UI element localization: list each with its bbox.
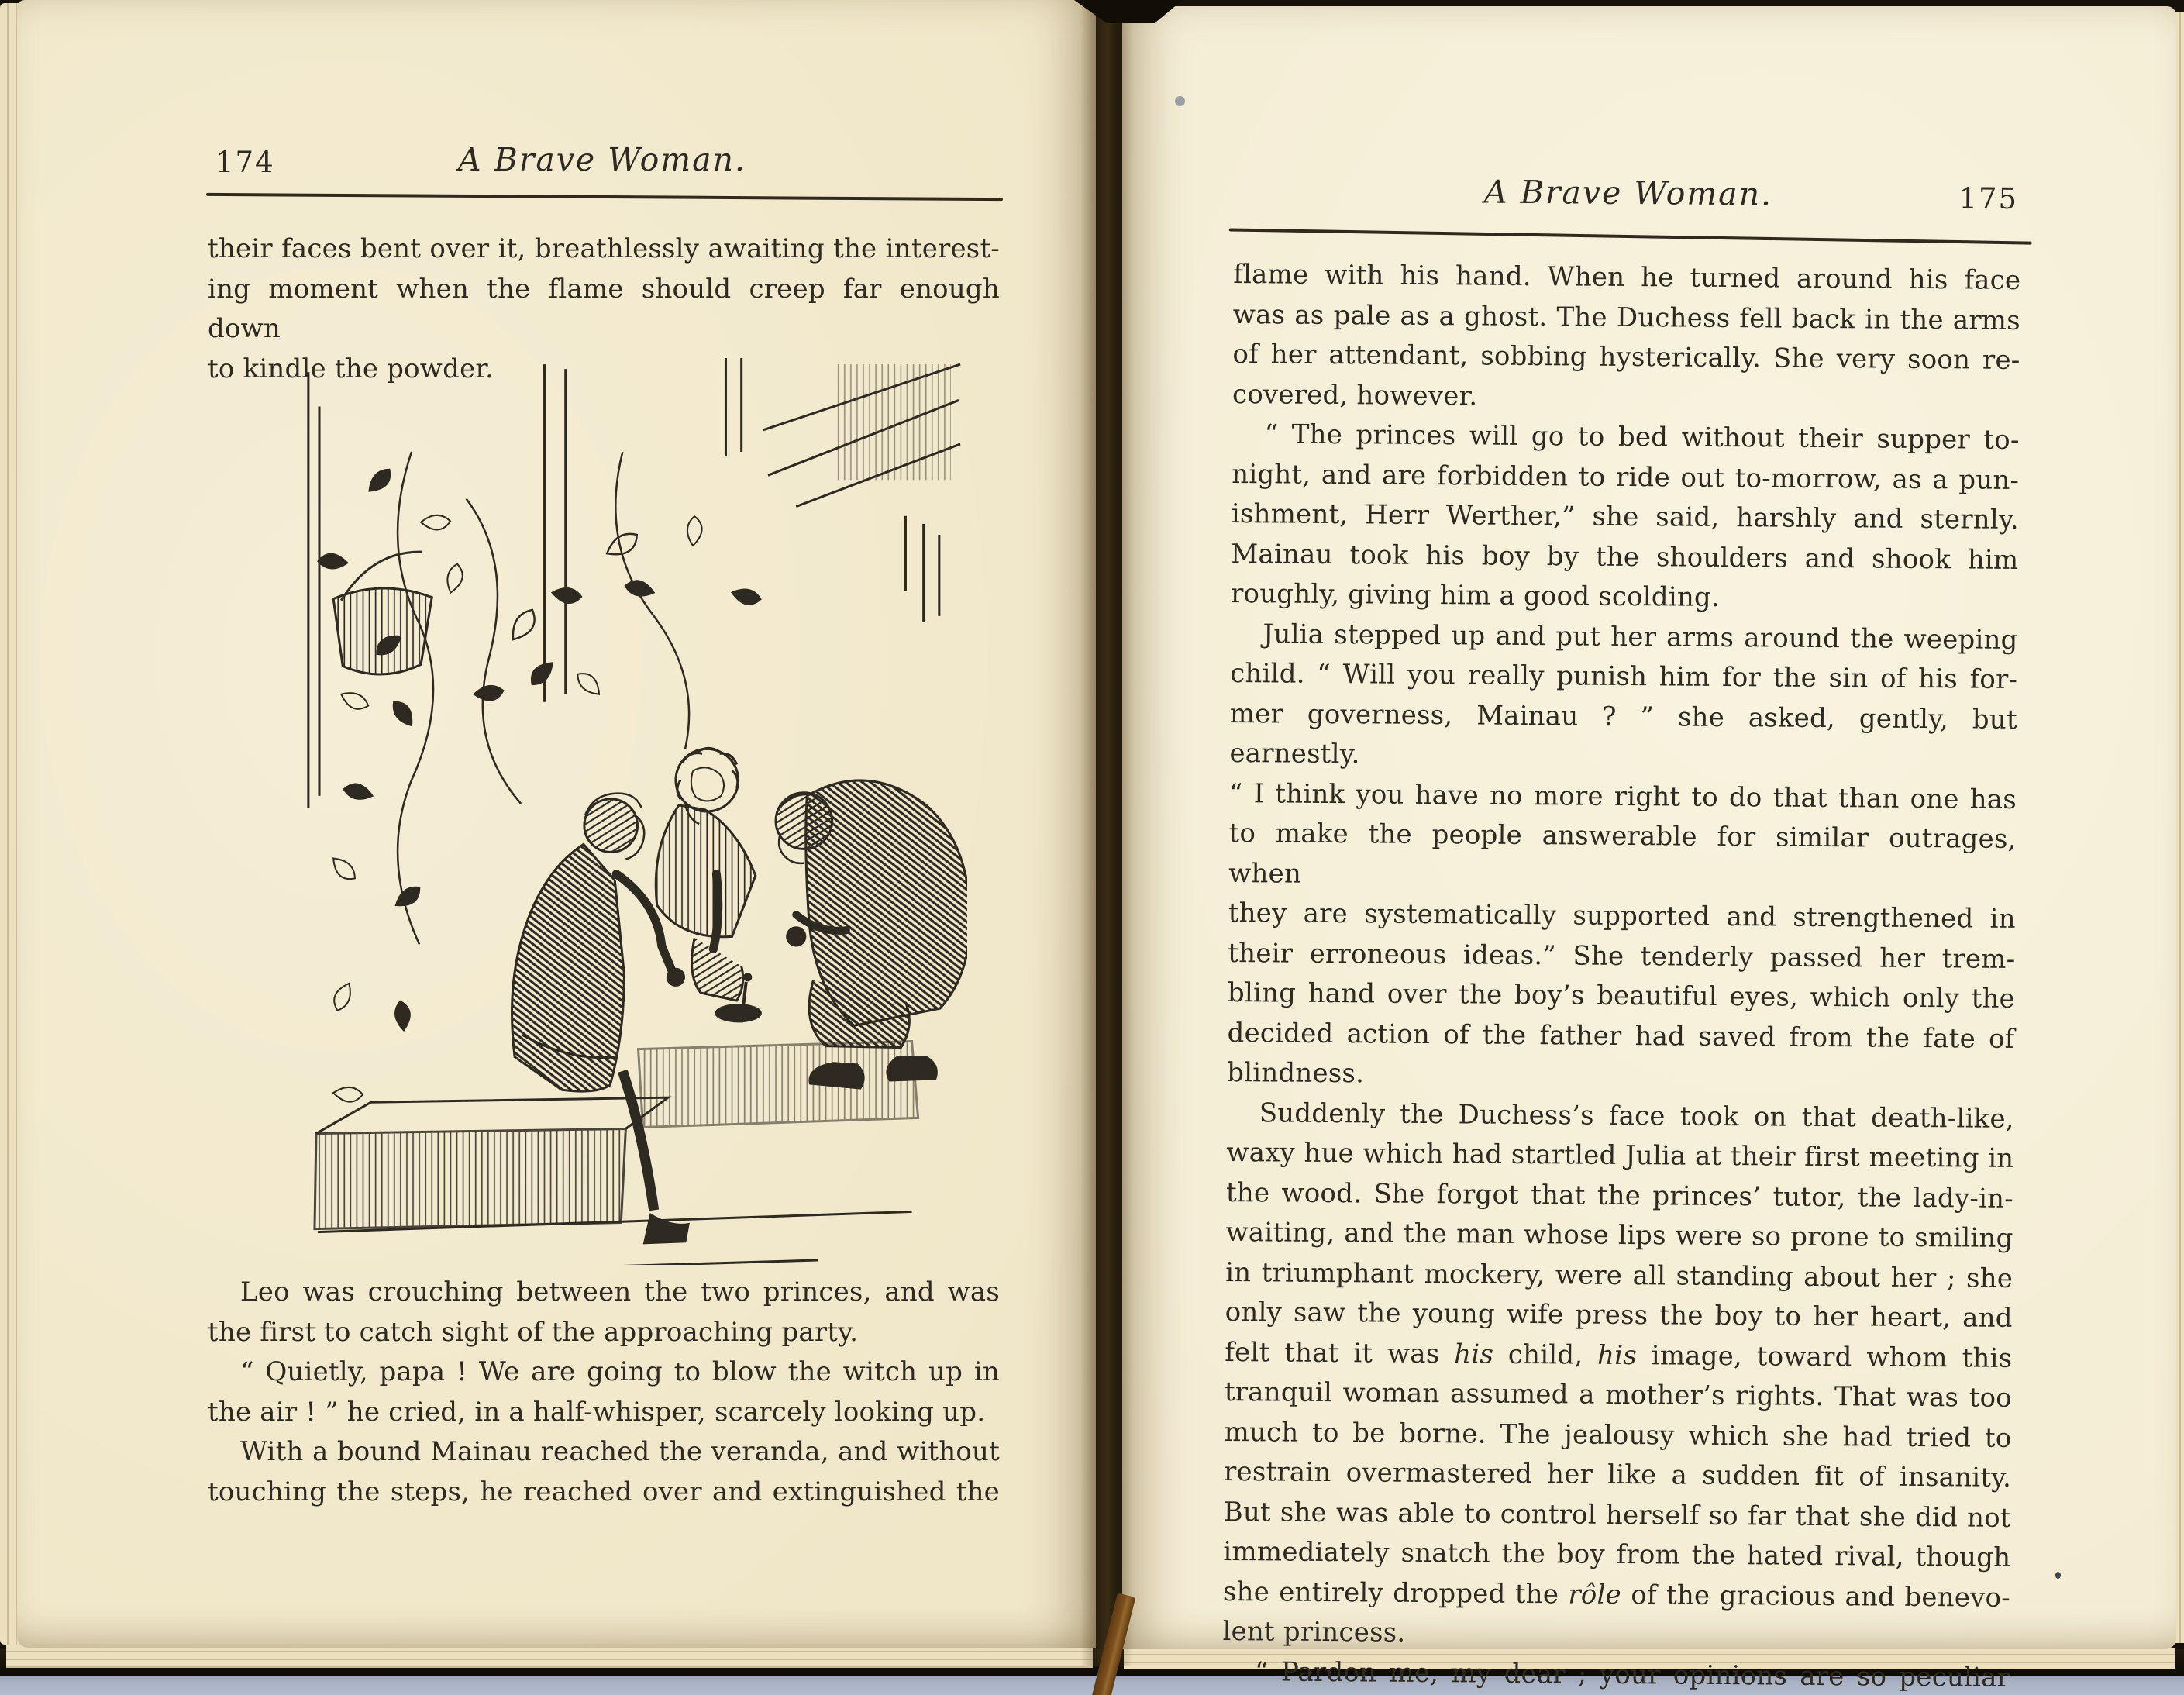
text-line: Leo was crouching between the two princes, and was xyxy=(240,1276,1000,1307)
text-line: Suddenly the Duchess’s face took on that death-like, xyxy=(1259,1097,2014,1135)
paragraph xyxy=(1231,415,2020,620)
text-line: “ I think you have no more right to do that than one has xyxy=(1228,777,2017,815)
text-line: much to be borne. The jealousy which she had tried to xyxy=(1224,1416,2012,1454)
text-line: immediately snatch the boy from the hated rival, though xyxy=(1223,1535,2011,1573)
text-line: the first to catch sight of the approaching party. xyxy=(208,1316,859,1348)
text-line: to make the people answerable for similar outrages, when xyxy=(1228,817,2017,890)
text-line: only saw the young wife press the boy to her heart, and xyxy=(1225,1296,2013,1334)
text-line: roughly, giving him a good scolding. xyxy=(1230,577,1721,613)
text-line: tranquil woman assumed a mother’s rights. That was too xyxy=(1224,1376,2013,1414)
paper-speck xyxy=(2055,1572,2061,1579)
paragraph xyxy=(208,1352,1000,1432)
left-page-header xyxy=(205,141,1000,195)
text-line: mer governess, Mainau ? ” she asked, gently, but earnestly. xyxy=(1229,698,2017,770)
text-line: their faces bent over it, breathlessly awaiting the interest- xyxy=(208,233,1000,264)
text-line: waxy hue which had startled Julia at their first meeting in xyxy=(1226,1136,2014,1174)
right-page xyxy=(1122,6,2176,1693)
text-line: blindness. xyxy=(1227,1056,1365,1090)
paragraph xyxy=(1232,255,2021,421)
text-line: child. “ Will you really punish him for the sin of his for- xyxy=(1230,657,2018,695)
stone-steps xyxy=(315,1042,918,1265)
text-line: covered, however. xyxy=(1232,378,1478,412)
right-page-content xyxy=(1109,5,2176,1693)
text-line: ing moment when the flame should creep far enough down xyxy=(208,273,1000,344)
page-edges-bottom-left xyxy=(6,1645,1093,1668)
text-line: waiting, and the man whose lips were so prone to smiling xyxy=(1225,1216,2013,1254)
text-line: of her attendant, sobbing hysterically. She very soon re- xyxy=(1232,338,2020,376)
text-line: the wood. She forgot that the princes’ tutor, the lady-in- xyxy=(1225,1177,2014,1214)
text-line: With a bound Mainau reached the veranda, and without xyxy=(240,1436,1000,1467)
text-line: the air ! ” he cried, in a half-whisper, scarcely looking up. xyxy=(208,1396,986,1428)
paragraph xyxy=(1227,614,2018,1099)
text-line: they are systematically supported and strengthened in xyxy=(1228,897,2016,935)
text-line: “ The princes will go to bed without their supper to- xyxy=(1264,419,2020,456)
paragraph xyxy=(1222,1652,2010,1695)
text-line: to kindle the powder. xyxy=(208,353,494,384)
right-page-paragraphs xyxy=(1222,255,2021,1695)
text-line: But she was able to control herself so far that she did not xyxy=(1223,1496,2011,1534)
page-number-left: 174 xyxy=(215,146,275,179)
text-line: their erroneous ideas.” She tenderly passed her trem- xyxy=(1228,937,2016,975)
running-head-left: A Brave Woman. xyxy=(457,141,747,178)
right-page-header xyxy=(1234,171,2024,232)
paragraph xyxy=(208,1432,1000,1512)
text-line: flame with his hand. When he turned around his face xyxy=(1233,259,2021,296)
text-line: she entirely dropped the rôle of the gracious and benevo- xyxy=(1222,1576,2011,1614)
paragraph xyxy=(1222,1093,2014,1658)
text-line: night, and are forbidden to ride out to-morrow, as a pun- xyxy=(1232,458,2020,496)
left-page-bottom-paragraphs xyxy=(208,1273,1000,1512)
book-illustration xyxy=(215,358,967,1265)
text-line: Julia stepped up and put her arms around the weeping xyxy=(1263,618,2018,656)
text-line: bling hand over the boy’s beautiful eyes, which only the xyxy=(1227,977,2016,1015)
text-line: “ Quietly, papa ! We are going to blow the witch up in xyxy=(240,1356,1000,1387)
running-head-right: A Brave Woman. xyxy=(1483,173,1773,213)
page-number-right: 175 xyxy=(1958,181,2019,215)
text-line: decided action of the father had saved from the fate of xyxy=(1227,1017,2015,1055)
text-line: lent princess. xyxy=(1222,1615,1406,1648)
text-line: touching the steps, he reached over and extinguished the xyxy=(208,1476,1000,1507)
text-line: “ Pardon me, my dear ; your opinions are so peculiar xyxy=(1254,1655,2010,1693)
text-line: restrain overmastered her like a sudden fit of insanity. xyxy=(1223,1456,2012,1493)
paper-speck xyxy=(1175,96,1185,106)
text-line: was as pale as a ghost. The Duchess fell back in the arms xyxy=(1232,298,2020,336)
book-gutter xyxy=(1080,0,1133,1666)
text-line: felt that it was his child, his image, toward whom this xyxy=(1225,1336,2013,1374)
text-line: in triumphant mockery, were all standing about her ; she xyxy=(1225,1256,2013,1294)
text-line: Mainau took his boy by the shoulders and shook him xyxy=(1231,538,2019,576)
paragraph xyxy=(208,1273,1000,1352)
left-page xyxy=(17,0,1096,1648)
text-line: ishment, Herr Werther,” she said, harshly and sternly. xyxy=(1231,498,2019,536)
